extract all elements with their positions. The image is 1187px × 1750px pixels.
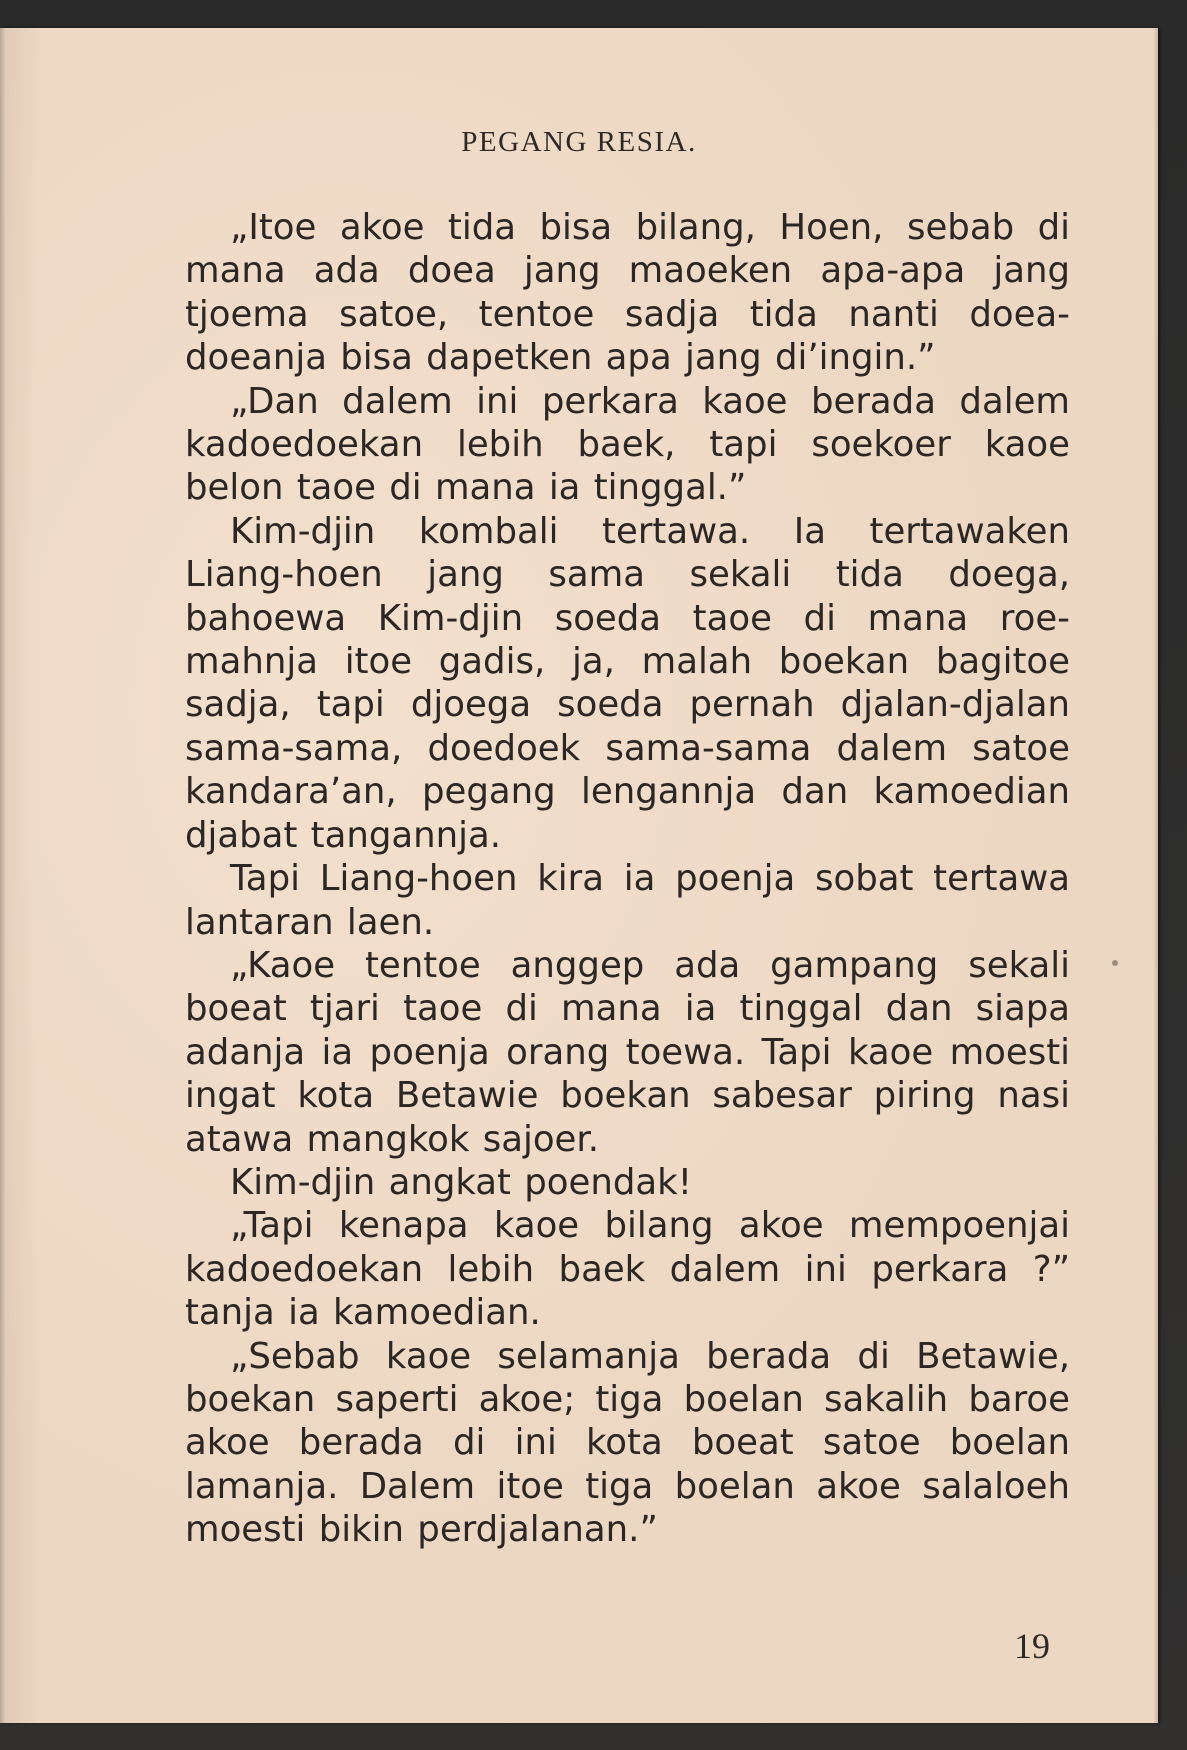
paragraph: „Sebab kaoe selamanja berada di Betawie, boekan saperti akoe; tiga boelan sakalih baroe akoe berada di ini kota boeat satoe boelan lamanja. Dalem itoe tiga boelan akoe salaloeh moesti bikin perdjalanan.” xyxy=(185,1335,1070,1551)
paragraph: „Kaoe tentoe anggep ada gampang sekali boeat tjari taoe di mana ia tinggal dan siapa adanja ia poenja orang toewa. Tapi kaoe moesti ingat kota Betawie boekan sabesar piring nasi atawa mangkok sajoer. xyxy=(185,944,1070,1160)
paper-speck xyxy=(1112,960,1118,966)
paragraph: Kim-djin angkat poendak! xyxy=(230,1161,692,1203)
body-text xyxy=(185,206,1070,1552)
page-right-edge xyxy=(1154,28,1158,1723)
page-number: 19 xyxy=(1014,1626,1050,1666)
paragraph: „Tapi kenapa kaoe bilang akoe mempoenjai kadoedoekan lebih baek dalem ini perkara ?” tanja ia kamoedian. xyxy=(185,1205,1070,1334)
running-title: PEGANG RESIA. xyxy=(461,126,697,158)
paragraph: Tapi Liang-hoen kira ia poenja sobat tertawa lantaran laen. xyxy=(185,858,1070,943)
paragraph: „Itoe akoe tida bisa bilang, Hoen, sebab di mana ada doea jang maoeken apa-apa jang tjoema satoe, tentoe sadja tida nanti doea-doeanja bisa dapetken apa jang di’ingin.” xyxy=(185,207,1070,379)
book-page xyxy=(0,28,1158,1723)
paragraph: Kim-djin kombali tertawa. Ia tertawaken Liang-hoen jang sama sekali tida doega, bahoewa Kim-djin soeda taoe di mana roe-mahnja itoe gadis, ja, malah boekan bagitoe sadja, tapi djoega soeda pernah djalan-djalan sama-sama, doedoek sama-sama dalem satoe kandara’an, pegang lengannja dan kamoedian djabat tangannja. xyxy=(185,510,1070,856)
page-left-edge xyxy=(0,28,6,1723)
paragraph: „Dan dalem ini perkara kaoe berada dalem kadoedoekan lebih baek, tapi soekoer kaoe belon taoe di mana ia tinggal.” xyxy=(185,380,1070,509)
